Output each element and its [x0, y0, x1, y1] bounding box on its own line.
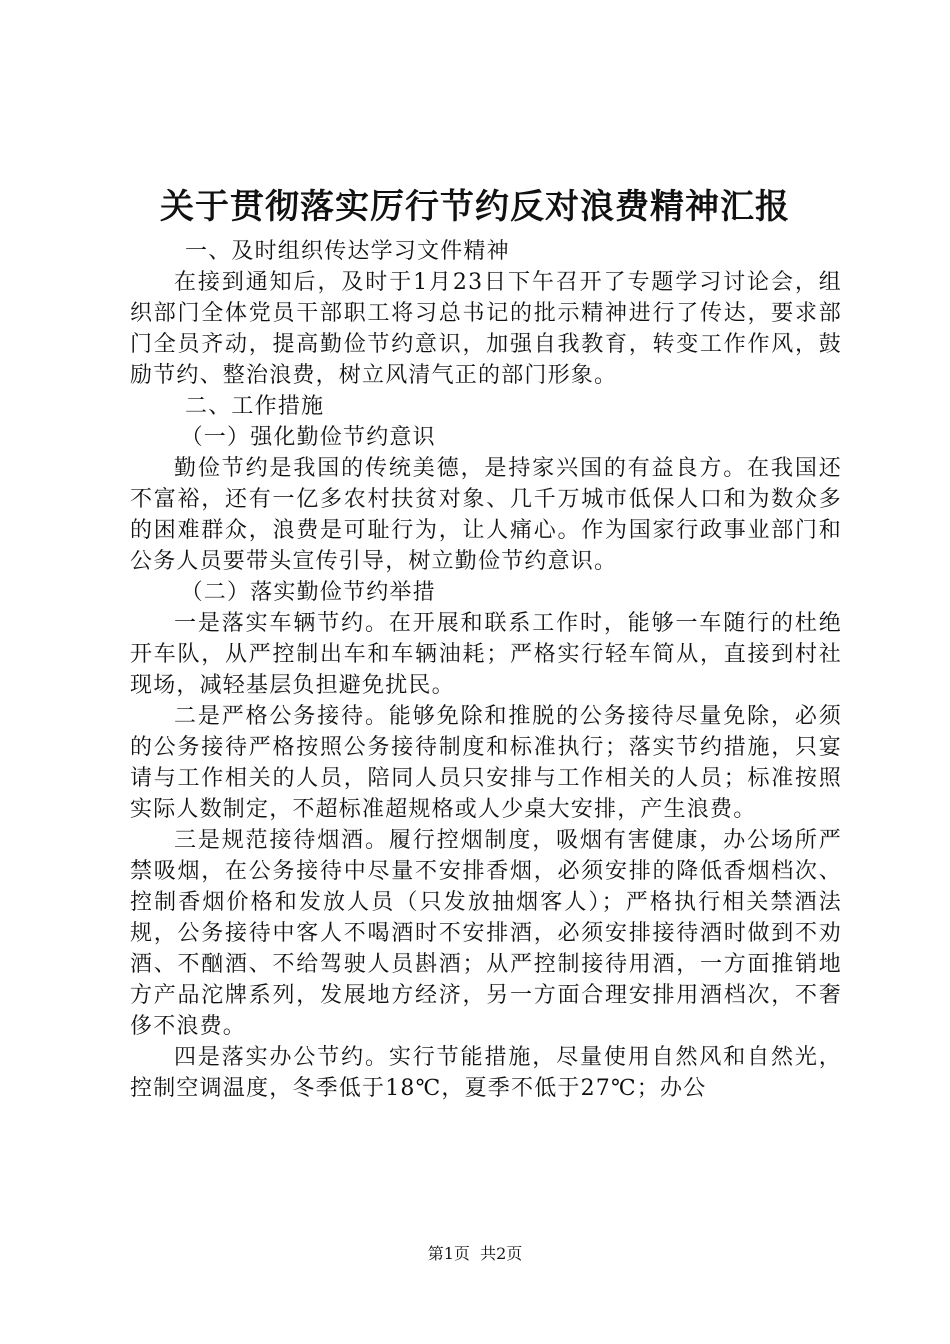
page-number: 第1页: [427, 1244, 470, 1263]
page-title: 关于贯彻落实厉行节约反对浪费精神汇报: [160, 187, 790, 227]
paragraph: 二是严格公务接待。能够免除和推脱的公务接待尽量免除，必须的公务接待严格按照公务接待制度和标准执行；落实节约措施，只宴请与工作相关的人员，陪同人员只安排与工作相关的人员；标准按照实际人数制定，不超标准超规格或人少桌大安排，产生浪费。: [130, 704, 842, 822]
paragraph: 在接到通知后，及时于1月23日下午召开了专题学习讨论会，组织部门全体党员干部职工将习总书记的批示精神进行了传达，要求部门全员齐动，提高勤俭节约意识，加强自我教育，转变工作作风，鼓励节约、整治浪费，树立风清气正的部门形象。: [130, 270, 842, 388]
subsection-heading: （一）强化勤俭节约意识: [180, 425, 436, 450]
section-heading: 二、工作措施: [185, 394, 325, 419]
page-footer: [0, 1243, 950, 1265]
section-heading: 一、及时组织传达学习文件精神: [185, 239, 510, 264]
page-total: 共2页: [480, 1244, 523, 1263]
document-body: [130, 236, 842, 1104]
paragraph: 勤俭节约是我国的传统美德，是持家兴国的有益良方。在我国还不富裕，还有一亿多农村扶贫对象、几千万城市低保人口和为数众多的困难群众，浪费是可耻行为，让人痛心。作为国家行政事业部门和公务人员要带头宣传引导，树立勤俭节约意识。: [130, 456, 842, 574]
subsection-heading: （二）落实勤俭节约举措: [180, 580, 436, 605]
paragraph: 一是落实车辆节约。在开展和联系工作时，能够一车随行的杜绝开车队，从严控制出车和车辆油耗；严格实行轻车简从，直接到村社现场，减轻基层负担避免扰民。: [130, 611, 842, 698]
paragraph: 三是规范接待烟酒。履行控烟制度，吸烟有害健康，办公场所严禁吸烟，在公务接待中尽量不安排香烟，必须安排的降低香烟档次、控制香烟价格和发放人员（只发放抽烟客人）；严格执行相关禁酒法规，公务接待中客人不喝酒时不安排酒，必须安排接待酒时做到不劝酒、不酗酒、不给驾驶人员斟酒；从严控制接待用酒，一方面推销地方产品沱牌系列，发展地方经济，另一方面合理安排用酒档次，不奢侈不浪费。: [130, 828, 842, 1039]
paragraph: 四是落实办公节约。实行节能措施，尽量使用自然风和自然光，控制空调温度，冬季低于18℃，夏季不低于27℃；办公: [130, 1045, 842, 1101]
